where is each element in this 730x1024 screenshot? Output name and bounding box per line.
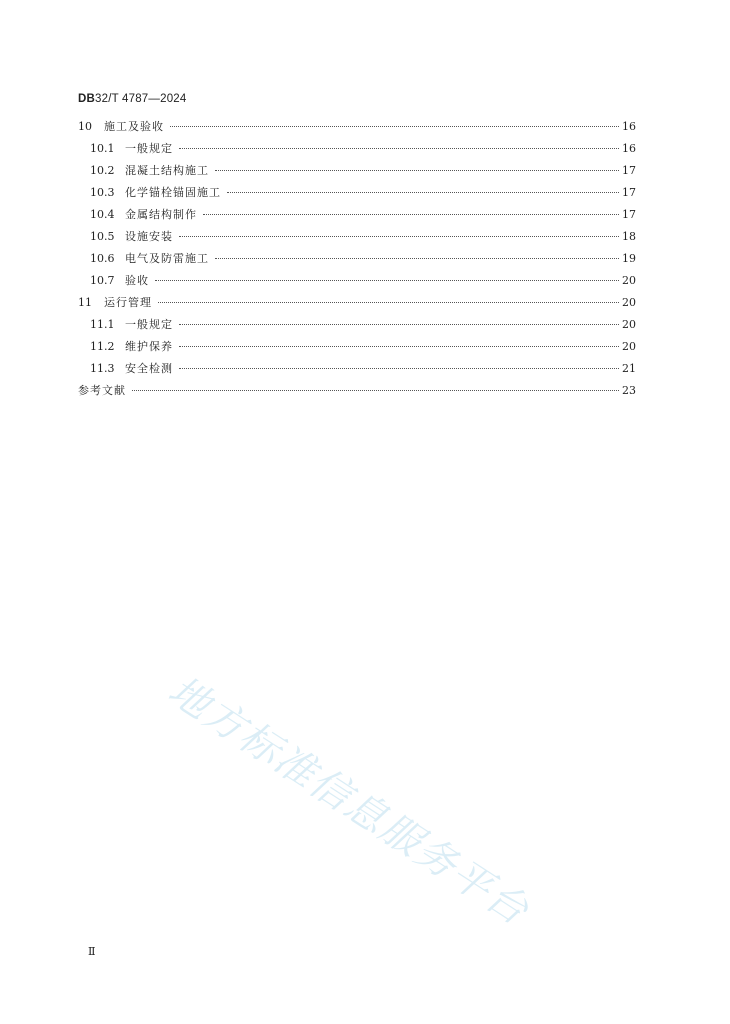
- toc-dot-leader: [158, 302, 619, 303]
- toc-entry-title: 安全检测: [125, 362, 173, 375]
- toc-entry-page: 20: [622, 274, 636, 287]
- toc-entry-page: 16: [622, 142, 636, 155]
- toc-entry[interactable]: [78, 292, 636, 314]
- toc-dot-leader: [132, 390, 619, 391]
- toc-entry-page: 20: [622, 340, 636, 353]
- toc-entry-title: 运行管理: [104, 296, 152, 309]
- toc-entry[interactable]: [78, 270, 636, 292]
- toc-entry[interactable]: [78, 336, 636, 358]
- toc-dot-leader: [203, 214, 619, 215]
- toc-entry[interactable]: [78, 248, 636, 270]
- toc-entry[interactable]: [78, 226, 636, 248]
- toc-dot-leader: [179, 148, 619, 149]
- toc-entry-title: 一般规定: [125, 318, 173, 331]
- toc-dot-leader: [179, 368, 619, 369]
- toc-entry-title: 电气及防雷施工: [125, 252, 209, 265]
- toc-entry-number: 11: [78, 296, 92, 309]
- toc-entry-title: 维护保养: [125, 340, 173, 353]
- standard-code-number: 32/T 4787—2024: [95, 93, 187, 105]
- toc-dot-leader: [227, 192, 619, 193]
- toc-entry[interactable]: [78, 380, 636, 402]
- toc-entry-page: 23: [622, 384, 636, 397]
- toc-entry-title: 参考文献: [78, 384, 126, 397]
- toc-dot-leader: [170, 126, 619, 127]
- toc-dot-leader: [155, 280, 619, 281]
- toc-entry[interactable]: [78, 160, 636, 182]
- toc-entry-page: 17: [622, 164, 636, 177]
- toc-entry-page: 16: [622, 120, 636, 133]
- toc-entry-page: 17: [622, 186, 636, 199]
- toc-entry-page: 19: [622, 252, 636, 265]
- table-of-contents: [78, 116, 636, 402]
- toc-entry-number: 10.2: [90, 164, 115, 177]
- toc-dot-leader: [215, 258, 619, 259]
- toc-entry[interactable]: [78, 116, 636, 138]
- toc-entry-number: 10.4: [90, 208, 115, 221]
- toc-entry[interactable]: [78, 138, 636, 160]
- toc-entry-number: 10.6: [90, 252, 115, 265]
- toc-entry-number: 11.3: [90, 362, 115, 375]
- toc-entry[interactable]: [78, 358, 636, 380]
- toc-entry-number: 10.3: [90, 186, 115, 199]
- toc-entry-title: 混凝土结构施工: [125, 164, 209, 177]
- toc-entry-title: 一般规定: [125, 142, 173, 155]
- toc-entry-title: 化学锚栓锚固施工: [125, 186, 221, 199]
- toc-dot-leader: [179, 346, 619, 347]
- toc-entry-number: 11.1: [90, 318, 115, 331]
- standard-code-prefix: DB: [78, 93, 96, 105]
- toc-entry-number: 10.7: [90, 274, 115, 287]
- toc-entry[interactable]: [78, 204, 636, 226]
- toc-entry-page: 17: [622, 208, 636, 221]
- toc-entry-number: 10.5: [90, 230, 115, 243]
- toc-entry-title: 施工及验收: [104, 120, 164, 133]
- toc-entry-page: 20: [622, 318, 636, 331]
- toc-entry[interactable]: [78, 182, 636, 204]
- toc-entry-number: 11.2: [90, 340, 115, 353]
- toc-entry-page: 18: [622, 230, 636, 243]
- toc-dot-leader: [179, 324, 619, 325]
- page-number: Ⅱ: [88, 945, 96, 958]
- toc-entry-title: 设施安装: [125, 230, 173, 243]
- toc-entry[interactable]: [78, 314, 636, 336]
- toc-dot-leader: [179, 236, 619, 237]
- toc-entry-title: 金属结构制作: [125, 208, 197, 221]
- toc-entry-title: 验收: [125, 274, 149, 287]
- toc-entry-number: 10: [78, 120, 92, 133]
- toc-entry-number: 10.1: [90, 142, 115, 155]
- watermark: 地方标准信息服务平台: [160, 667, 538, 935]
- toc-dot-leader: [215, 170, 619, 171]
- toc-entry-page: 21: [622, 362, 636, 375]
- document-standard-code: [78, 93, 186, 105]
- toc-entry-page: 20: [622, 296, 636, 309]
